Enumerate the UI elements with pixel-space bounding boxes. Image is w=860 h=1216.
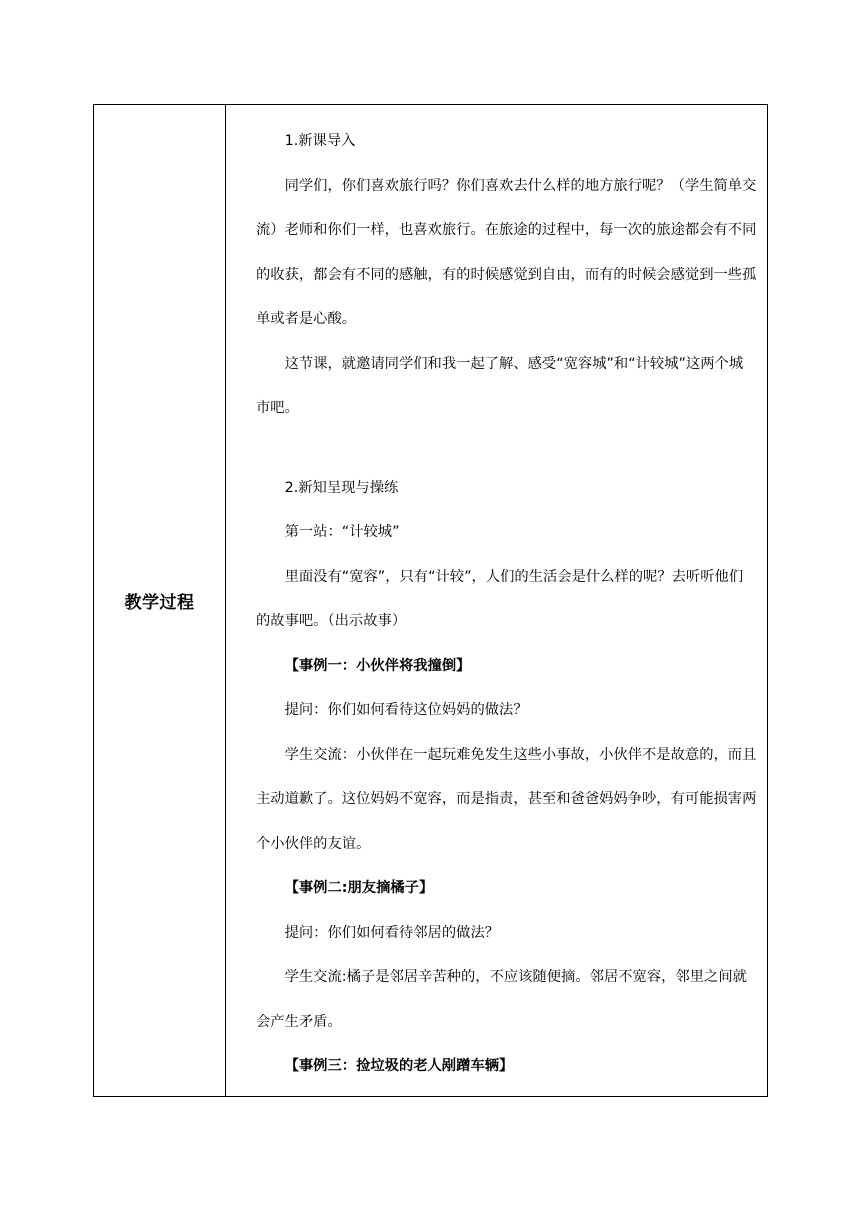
lesson-plan-table (93, 104, 768, 1097)
case1-title: 【事例一：小伙伴将我撞倒】 (284, 657, 471, 674)
section2-heading: 2.新知呈现与操练 (284, 479, 399, 496)
row-label-cell (94, 105, 226, 1096)
lesson-content (226, 105, 767, 1089)
section1-paragraph-2: 这节课，就邀请同学们和我一起了解、感受“宽容城”和“计较城”这两个城市吧。 (256, 355, 744, 416)
case2-answer: 学生交流:橘子是邻居辛苦种的，不应该随便摘。邻居不宽容，邻里之间就会产生矛盾。 (256, 969, 747, 1030)
row-label: 教学过程 (124, 593, 195, 613)
case2-title: 【事例二:朋友摘橘子】 (284, 880, 434, 896)
section-gap (256, 431, 757, 466)
case3-title: 【事例三：捡垃圾的老人剐蹭车辆】 (284, 1058, 514, 1074)
case2-question: 提问：你们如何看待邻居的做法？ (284, 924, 500, 941)
section1-paragraph-1: 同学们，你们喜欢旅行吗？你们喜欢去什么样的地方旅行呢？（学生简单交流）老师和你们一样，也喜欢旅行。在旅途的过程中，每一次的旅途都会有不同的收获，都会有不同的感触，有的时候感觉到自由，而有的时候会感觉到一些孤单或者是心酸。 (256, 177, 757, 327)
content-cell (226, 105, 767, 1096)
station-title: 第一站：“计较城” (284, 524, 400, 540)
case1-answer: 学生交流：小伙伴在一起玩难免发生这些小事故，小伙伴不是故意的，而且主动道歉了。这位妈妈不宽容，而是指责，甚至和爸爸妈妈争吵，有可能损害两个小伙伴的友谊。 (256, 746, 757, 852)
section2-intro: 里面没有“宽容”，只有“计较”，人们的生活会是什么样的呢？去听听他们的故事吧。（出示故事） (256, 568, 744, 629)
case1-question: 提问：你们如何看待这位妈妈的做法？ (284, 702, 528, 718)
section1-heading: 1.新课导入 (284, 133, 356, 149)
